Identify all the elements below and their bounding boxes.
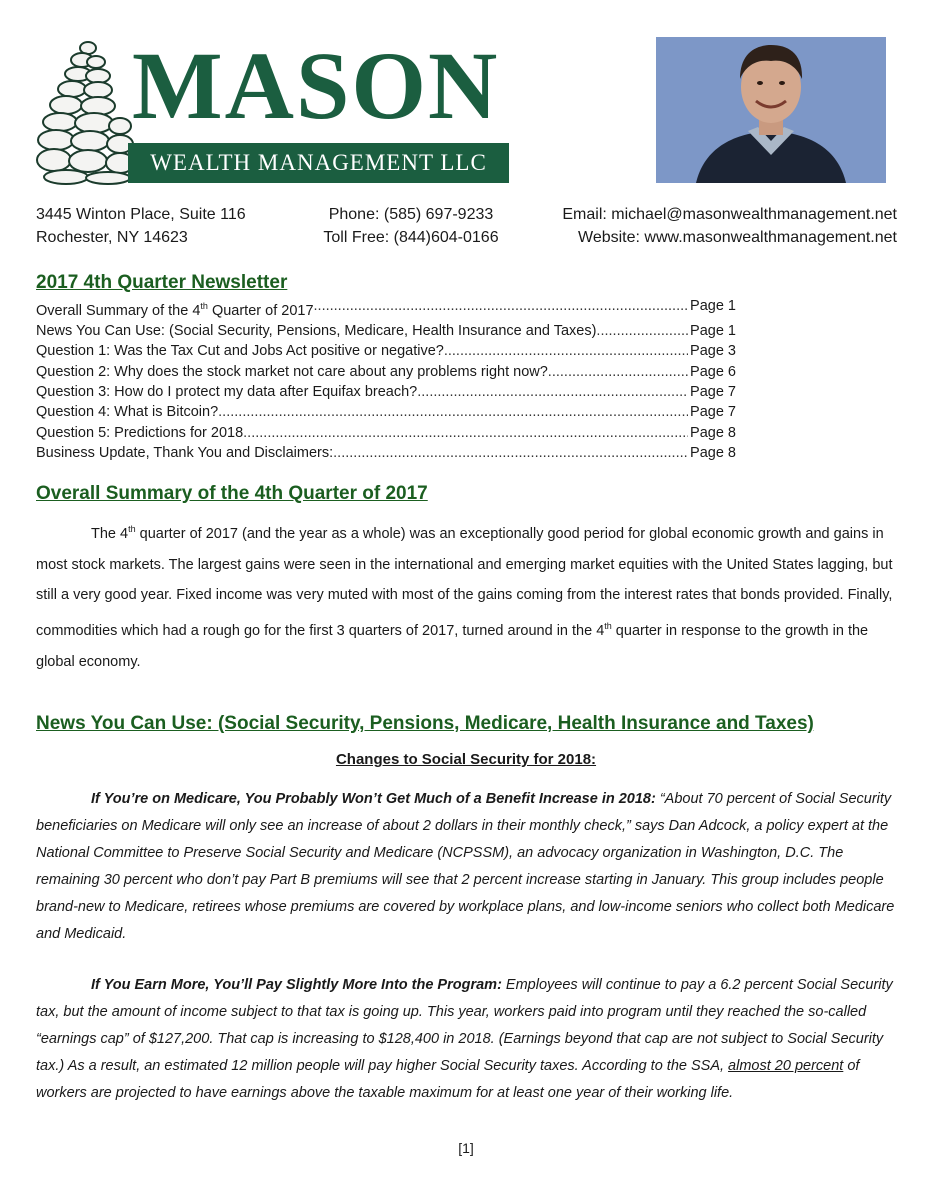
toc-leader xyxy=(243,423,688,443)
stone-cairn-icon xyxy=(36,40,136,185)
medicare-paragraph: If You’re on Medicare, You Probably Won’t Get Much of a Benefit Increase in 2018: “About 70 percent of Social Security beneficiaries on Medicare will only see an increase of about 2 dollars in their monthly check,” says Dan Adcock, a policy expert at the National Committee to Preserve Social Security and Medicare (NCPSSM), an advocacy organization in Washington, D.C. The remaining 30 percent who don’t pay Part B premiums will see that 2 percent increase starting in January. This group includes people brand-new to Medicare, retirees whose premiums are covered by workplace plans, and low-income seniors who collect both Medicare and Medicaid. xyxy=(36,791,895,942)
address-line-2: Rochester, NY 14623 xyxy=(36,229,188,246)
toc-entry-title: Business Update, Thank You and Disclaimers: xyxy=(36,444,334,461)
toc-leader xyxy=(596,321,688,341)
website-address: Website: www.masonwealthmanagement.net xyxy=(578,229,897,246)
summary-paragraph: The 4th quarter of 2017 (and the year as a whole) was an exceptionally good period for global economic growth and gains in most stock markets. The largest gains were seen in the international and emerging market equities with the United States lagging, but still a very good year. Fixed income was very muted with most of the gains coming from the interest rates that bonds provided. Finally, commodities which had a rough go for the first 3 quarters of 2017, turned around in the 4th quarter in response to the growth in the global economy. xyxy=(36,524,893,670)
toc-page: Page 8 xyxy=(690,424,736,441)
toc-entry-title: Overall Summary of the 4th Quarter of 2017 xyxy=(36,301,314,319)
toc-row[interactable] xyxy=(36,402,736,422)
toc-page: Page 7 xyxy=(690,404,736,421)
page-number: [1] xyxy=(458,1140,474,1156)
toc-row[interactable] xyxy=(36,423,736,443)
summary-heading: Overall Summary of the 4th Quarter of 2017 xyxy=(36,483,428,504)
toc-leader xyxy=(314,296,689,321)
toc-leader xyxy=(548,362,688,382)
toc-entry-title: Question 3: How do I protect my data after Equifax breach? xyxy=(36,384,418,401)
toc-leader xyxy=(444,341,688,361)
toc-entry-title: Question 5: Predictions for 2018 xyxy=(36,424,244,441)
toc-row[interactable] xyxy=(36,321,736,341)
toll-free-number: Toll Free: (844)604-0166 xyxy=(323,229,499,246)
toc-page: Page 1 xyxy=(690,298,736,314)
company-logo xyxy=(36,32,514,185)
toc-entry-title: Question 1: Was the Tax Cut and Jobs Act positive or negative? xyxy=(36,343,444,360)
toc-entry-title: Question 4: What is Bitcoin? xyxy=(36,404,219,421)
toc-page: Page 8 xyxy=(690,444,736,461)
phone-block xyxy=(318,203,504,249)
ssa-link[interactable]: almost 20 percent xyxy=(728,1058,844,1074)
toc-page: Page 6 xyxy=(690,363,736,380)
email-address: Email: michael@masonwealthmanagement.net xyxy=(562,206,897,223)
toc-leader xyxy=(417,382,688,402)
toc-row[interactable] xyxy=(36,443,736,463)
toc-leader xyxy=(333,443,688,463)
toc-row[interactable] xyxy=(36,362,736,382)
toc-entry-title: News You Can Use: (Social Security, Pensions, Medicare, Health Insurance and Taxes) xyxy=(36,323,597,340)
news-heading: News You Can Use: (Social Security, Pensions, Medicare, Health Insurance and Taxes) xyxy=(36,713,814,734)
news-subheading: Changes to Social Security for 2018: xyxy=(335,751,597,768)
advisor-photo xyxy=(656,37,886,183)
toc-row[interactable] xyxy=(36,382,736,402)
earnings-paragraph: If You Earn More, You’ll Pay Slightly More Into the Program: Employees will continue to pay a 6.2 percent Social Security tax, but the amount of income subject to that tax is going up. This year, workers paid into program until they reached the so-called “earnings cap” of $127,200. That cap is increasing to $128,400 in 2018. (Earnings beyond that cap are not subject to Social Security tax.) As a result, an estimated 12 million people will pay higher Social Security taxes. According to the SSA, almost 20 percent of workers are projected to have earnings above the taxable maximum for at least one year of their working life. xyxy=(36,977,893,1101)
logo-subtitle: WEALTH MANAGEMENT LLC xyxy=(150,150,487,175)
toc-row[interactable] xyxy=(36,341,736,361)
toc-page: Page 1 xyxy=(690,323,736,340)
toc-page: Page 3 xyxy=(690,343,736,360)
newsletter-title: 2017 4th Quarter Newsletter xyxy=(36,272,288,293)
toc-row[interactable] xyxy=(36,296,736,321)
address-line-1: 3445 Winton Place, Suite 116 xyxy=(36,206,246,223)
table-of-contents xyxy=(36,296,736,463)
web-block xyxy=(540,203,897,249)
phone-number: Phone: (585) 697-9233 xyxy=(328,206,494,223)
logo-wordmark: MASON xyxy=(132,32,500,139)
toc-entry-title: Question 2: Why does the stock market not care about any problems right now? xyxy=(36,363,548,380)
toc-page: Page 7 xyxy=(690,384,736,401)
toc-leader xyxy=(218,402,688,422)
address-block xyxy=(36,203,246,249)
